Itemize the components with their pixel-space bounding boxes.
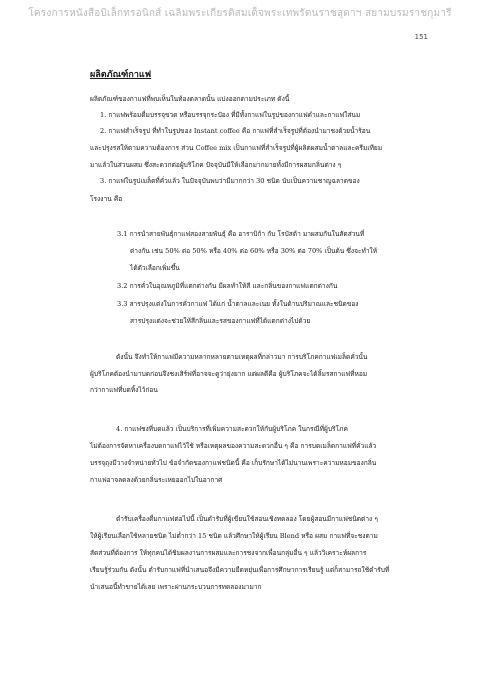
subitem-3-2-text: 3.2 การคั่วในอุณหภูมิที่แตกต่างกัน มีผลทำให้สี และกลิ่นของกาแฟแตกต่างกัน [117,282,338,290]
item-1-text: 1. กาแฟพร้อมดื่มบรรจุขวด หรือบรรจุกระป๋อง ที่มีทั้งกาแฟในรูปของกาแฟดำและกาแฟใส่นม [100,111,361,119]
paragraph-b-line: นำเสนอนี้ทำขายได้เลย เพราะผ่านกระบวนการทดลองมามาก [90,583,262,591]
item-3-line: 3. กาแฟในรูปเมล็ดที่คั่วแล้ว ในปัจจุบันพบว่ามีมากกว่า 30 ชนิด นับเป็นความชาญฉลาดของ [100,177,360,185]
page-number: 151 [414,33,428,41]
section-title: ผลิตภัณฑ์กาแฟ [90,70,152,80]
paragraph-a-line: ผู้บริโภคต้องนำมาบดก่อนจึงชงเสิร์ฟที่อาจจะดูว่ายุ่งยาก แต่ผลดีคือ ผู้บริโภคจะได้ลิ้มรสกาแฟที่หอม [90,370,368,378]
paragraph-a-line: ดังนั้น จึงทำให้กาแฟมีความหลากหลายตามเหตุผลที่กล่าวมา การบริโภคกาแฟเมล็ดคั่วนั้น [116,353,368,361]
subitem-3-1-line: ได้ตัวเลือกเพิ่มขึ้น [130,264,180,272]
item-4-line: บรรจุถุงมีวางจำหน่ายทั่วไป ข้อจำกัดของกาแฟชนิดนี้ คือ เก็บรักษาได้ไม่นานเพราะความหอมของกลิ่น [90,459,377,467]
item-4-line: 4. กาแฟชงที่บดแล้ว เป็นบริการที่เพิ่มความสะดวกให้กับผู้บริโภค ในกรณีที่ผู้บริโภค [116,425,348,433]
item-4-line: ไม่ต้องการจัดหาเครื่องบดกาแฟไว้ใช้ หรือเหตุผลของความสะดวกอื่น ๆ คือ การบดเมล็ดกาแฟที่คั่วแล้ว [90,442,377,450]
item-3-line: โรงงาน คือ [90,195,123,203]
paragraph-b-line: ให้ผู้เรียนเลือกใช้หลายชนิด ไม่ต่ำกว่า 15 ชนิด แล้วศึกษาให้ผู้เรียน Blend หรือ ผสม กาแฟที่จะชงตาม [90,532,378,540]
item-2-line: และปรุงรสให้ตามความต้องการ ส่วน Coffee mix เป็นกาแฟที่สำเร็จรูปที่ผู้ผลิตผสมน้ำตาลและครีมเทียม [90,144,383,152]
subitem-3-1-line: ต่างกัน เช่น 50% ต่อ 50% หรือ 40% ต่อ 60% หรือ 30% ต่อ 70% เป็นต้น ซึ่งจะทำให้ [130,247,378,255]
item-2-line: มาแล้วในส่วนผสม ซึ่งสะดวกต่อผู้บริโภค ปัจจุบันมีให้เลือกมากมายทั้งมีการผสมกลิ่นต่าง ๆ [90,161,342,169]
item-4-line: กาแฟอาจลดลงด้วยกลิ่นระเหยออกไปในอากาศ [90,476,223,484]
subitem-3-1-line: 3.1 การนำสายพันธุ์กาแฟสองสายพันธุ์ คือ อาราบิก้า กับ โรบัสต้า มาผสมกันในสัดส่วนที่ [117,230,365,238]
paragraph-a-line: กว่ากาแฟที่บดทิ้งไว้ก่อน [90,386,158,394]
paragraph-b-line: ตำรับเครื่องดื่มกาแฟต่อไปนี้ เป็นตำรับที่ผู้เขียนใช้สอนเชิงทดลอง โดยผู้สอนมีกาแฟชนิดต่าง ๆ [116,515,378,523]
item-2-line: 2. กาแฟสำเร็จรูป ที่ทำในรูปของ Instant coffee คือ กาแฟที่สำเร็จรูปที่ต้องนำมาชงด้วยน้ำร้อน [100,127,371,135]
subitem-3-3-line: 3.3 สารปรุงแต่งในการคั่วกาแฟ ได้แก่ น้ำตาลและเนย ทั้งในด้านปริมาณและชนิดของ [117,300,359,308]
paragraph-b-line: เรียนรู้ร่วมกัน ดังนั้น ตำรับกาแฟที่นำเสนอจึงมีความยืดหยุ่นเพื่อการศึกษาการเรียนรู้ แต่ก็สามารถใช้ตำรับที่ [90,566,390,574]
paragraph-b-line: สัดส่วนที่ต้องการ ให้ทุกคนได้ชิมผลงานการผสมและการชงจากเพื่อนกลุ่มอื่น ๆ แล้ววิเคราะห์ผลการ [90,549,367,557]
intro-text: ผลิตภัณฑ์ของกาแฟที่พบเห็นในท้องตลาดนั้น แบ่งออกตามประเภท ดังนี้ [90,95,290,103]
subitem-3-3-line: สารปรุงแต่งจะช่วยให้สีกลิ่นและรสของกาแฟที่ได้แตกต่างไปด้วย [130,317,311,325]
page-header: โครงการหนังสือบิเล็กทรอนิกส์ เฉลิมพระเกียรติสมเด็จพระเทพรัตนราชสุดาฯ สยามบรมราชกุมารี [28,8,452,19]
